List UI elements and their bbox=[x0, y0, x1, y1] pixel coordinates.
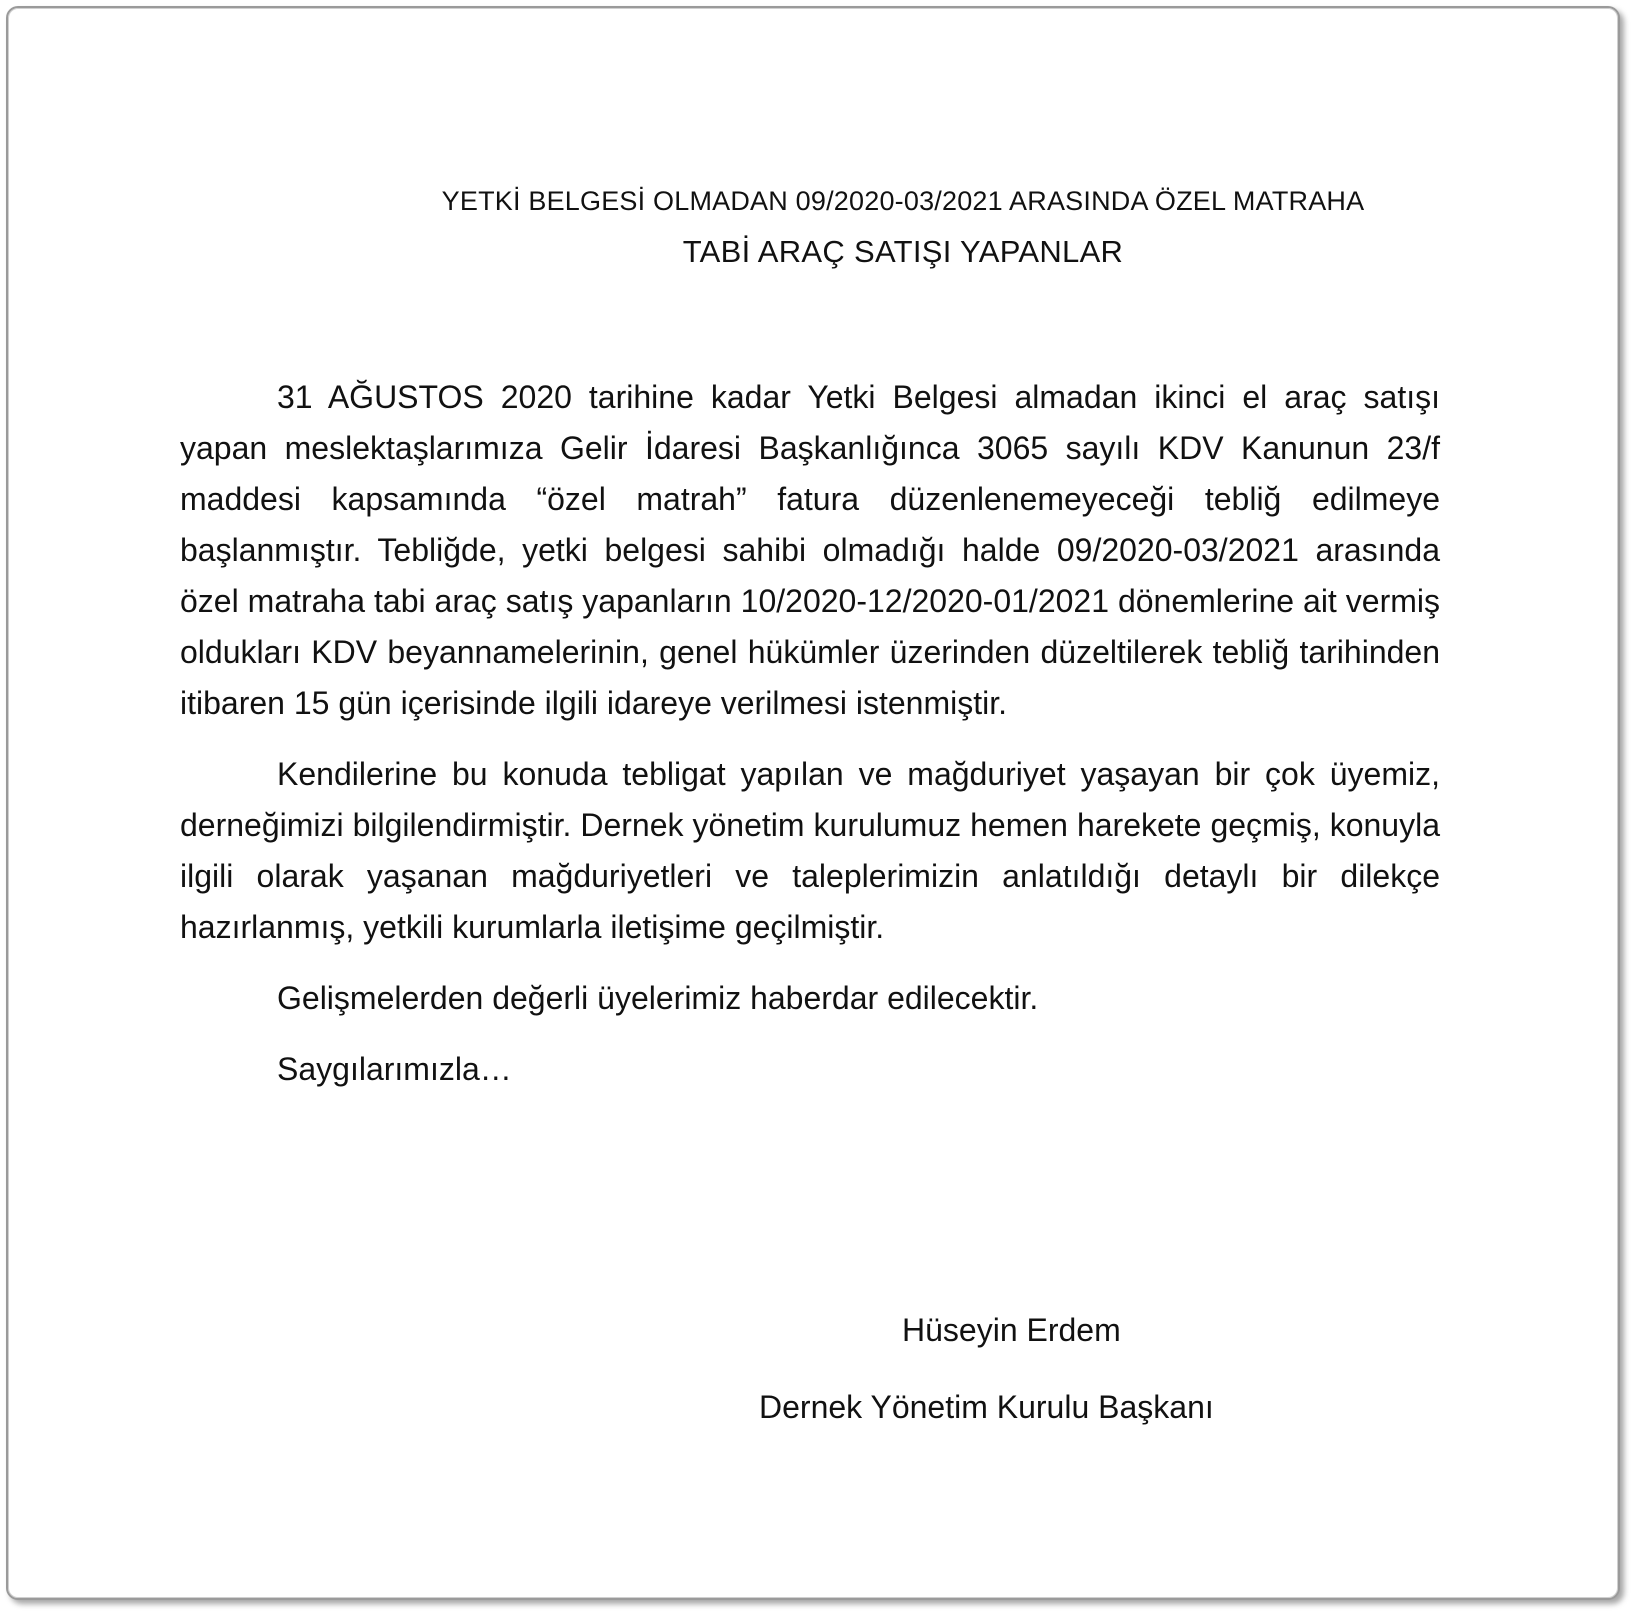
document-title-line-2: TABİ ARAÇ SATIŞI YAPANLAR bbox=[682, 234, 1124, 269]
paragraph-association-action: Kendilerine bu konuda tebligat yapılan ve mağduriyet yaşayan bir çok üyemiz, derneğimizi bilgilendirmiştir. Dernek yönetim kurulumuz hemen harekete geçmiş, konuyla ilgili olarak yaşanan mağduriyetleri ve taleplerimizin anlatıldığı detaylı bir dilekçe hazırlanmış, yetkili kurumlarla iletişime geçilmiştir. bbox=[180, 756, 1440, 945]
paragraph-closing: Saygılarımızla… bbox=[277, 1051, 512, 1087]
signature-role: Dernek Yönetim Kurulu Başkanı bbox=[759, 1389, 1214, 1425]
paragraph-updates: Gelişmelerden değerli üyelerimiz haberdar edilecektir. bbox=[277, 980, 1039, 1016]
paragraph-notification: 31 AĞUSTOS 2020 tarihine kadar Yetki Belgesi almadan ikinci el araç satışı yapan meslektaşlarımıza Gelir İdaresi Başkanlığınca 3065 sayılı KDV Kanunun 23/f maddesi kapsamında “özel matrah” fatura düzenlenemeyeceği tebliğ edilmeye başlanmıştır. Tebliğde, yetki belgesi sahibi olmadığı halde 09/2020-03/2021 arasında özel matraha tabi araç satış yapanların 10/2020-12/2020-01/2021 dönemlerine ait vermiş oldukları KDV beyannamelerinin, genel hükümler üzerinden düzeltilerek tebliğ tarihinden itibaren 15 gün içerisinde ilgili idareye verilmesi istenmiştir. bbox=[180, 379, 1440, 721]
signature-name: Hüseyin Erdem bbox=[902, 1312, 1121, 1348]
document-title-line-1: YETKİ BELGESİ OLMADAN 09/2020-03/2021 ARASINDA ÖZEL MATRAHA bbox=[441, 186, 1365, 216]
document-body bbox=[180, 372, 1440, 1115]
